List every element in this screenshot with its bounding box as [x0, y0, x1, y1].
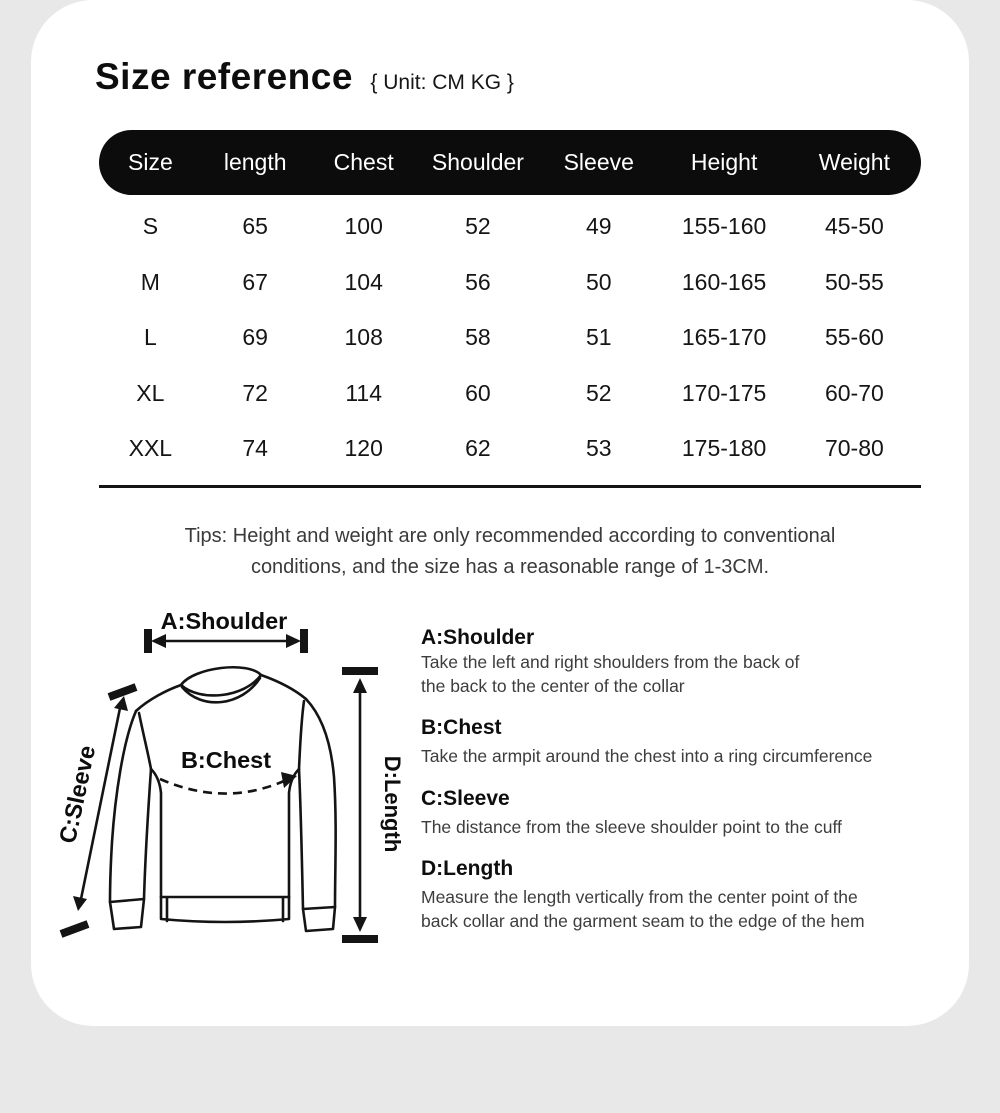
table-cell: 52: [465, 213, 491, 240]
guide-section-length: [421, 855, 969, 933]
table-row: [99, 255, 921, 311]
table-cell: 104: [344, 268, 383, 295]
table-cell: 50-55: [824, 268, 884, 295]
column-header-chest: Chest: [333, 149, 394, 175]
chest-label: B:Chest: [180, 747, 272, 773]
table-cell: XL: [136, 379, 165, 406]
tips-line-2: conditions, and the size has a reasonable range of 1-3CM.: [250, 555, 770, 578]
tips-text: [99, 521, 921, 582]
table-cell: 53: [585, 435, 612, 462]
table-row: [99, 199, 921, 255]
guide-text-line: Take the left and right shoulders from the back of: [421, 652, 800, 672]
column-header-length: length: [223, 149, 287, 175]
table-cell: L: [143, 324, 157, 351]
page-title: Size reference: [95, 56, 353, 97]
length-label: D:Length: [380, 755, 405, 853]
guide-text-line: The distance from the sleeve shoulder point to the cuff: [421, 816, 842, 837]
column-header-height: Height: [690, 149, 758, 175]
table-row: [99, 366, 921, 422]
column-header-size: Size: [128, 149, 173, 175]
length-measure-arrow: [342, 671, 405, 939]
column-header-sleeve: Sleeve: [563, 149, 634, 175]
table-cell: 74: [242, 435, 268, 462]
guide-heading: A:Shoulder: [421, 626, 535, 649]
table-row: [99, 310, 921, 366]
table-cell: 120: [344, 435, 383, 462]
table-cell: 114: [345, 379, 383, 406]
sleeve-label: C:Sleeve: [54, 743, 101, 846]
tips-line-1: Tips: Height and weight are only recommended according to conventional: [184, 525, 836, 547]
table-cell: 108: [344, 324, 383, 351]
table-cell: 72: [242, 379, 268, 406]
table-cell: 45-50: [824, 213, 884, 240]
table-cell: 60: [465, 379, 491, 406]
guide-heading: C:Sleeve: [421, 786, 510, 810]
guide-section-shoulder: [421, 624, 969, 698]
guide-text-line: back collar and the garment seam to the edge of the hem: [421, 910, 865, 931]
table-cell: M: [140, 268, 160, 295]
sweatshirt-outline: [110, 667, 336, 931]
table-cell: 155-160: [681, 213, 767, 240]
table-cell: 100: [344, 213, 383, 240]
table-cell: 50: [585, 268, 612, 295]
guide-text-line: Take the armpit around the chest into a ring circumference: [421, 746, 873, 766]
table-cell: 51: [585, 324, 612, 351]
column-header-weight: Weight: [818, 149, 890, 175]
table-cell: 49: [585, 213, 612, 240]
title-row: [95, 56, 514, 98]
size-table-header: [99, 130, 921, 195]
table-cell: 65: [242, 213, 268, 240]
table-cell: 58: [465, 324, 491, 351]
shoulder-label: A:Shoulder: [160, 608, 288, 634]
sleeve-measure-arrow: [54, 687, 136, 934]
guide-section-sleeve: [421, 785, 969, 840]
size-reference-card: [31, 0, 969, 1026]
table-cell: 160-165: [681, 268, 767, 295]
table-cell: S: [142, 213, 159, 240]
table-row: [99, 421, 921, 477]
guide-section-chest: [421, 714, 969, 769]
table-cell: 62: [465, 435, 491, 462]
size-table-body: [99, 195, 921, 488]
shoulder-measure-arrow: [148, 608, 304, 653]
guide-text-line: the back to the center of the collar: [421, 675, 685, 696]
table-cell: 175-180: [681, 435, 767, 462]
guide-heading: B:Chest: [421, 716, 502, 739]
unit-note: { Unit: CM KG }: [370, 71, 514, 94]
garment-measurement-diagram: [54, 592, 414, 960]
guide-heading: D:Length: [421, 857, 514, 880]
chest-measure-arrow: [160, 747, 297, 794]
table-cell: 70-80: [824, 435, 884, 462]
table-cell: 170-175: [681, 379, 767, 406]
measure-guide: [421, 624, 969, 949]
guide-text-line: Measure the length vertically from the center point of the: [421, 887, 858, 907]
table-cell: 165-170: [681, 324, 767, 351]
table-cell: 52: [585, 379, 612, 406]
size-table: [99, 130, 921, 488]
table-cell: 60-70: [824, 379, 884, 406]
table-cell: 56: [465, 268, 491, 295]
column-header-shoulder: Shoulder: [431, 149, 524, 175]
table-cell: XXL: [128, 435, 173, 462]
table-cell: 69: [242, 324, 268, 351]
table-cell: 55-60: [824, 324, 884, 351]
table-cell: 67: [242, 268, 268, 295]
